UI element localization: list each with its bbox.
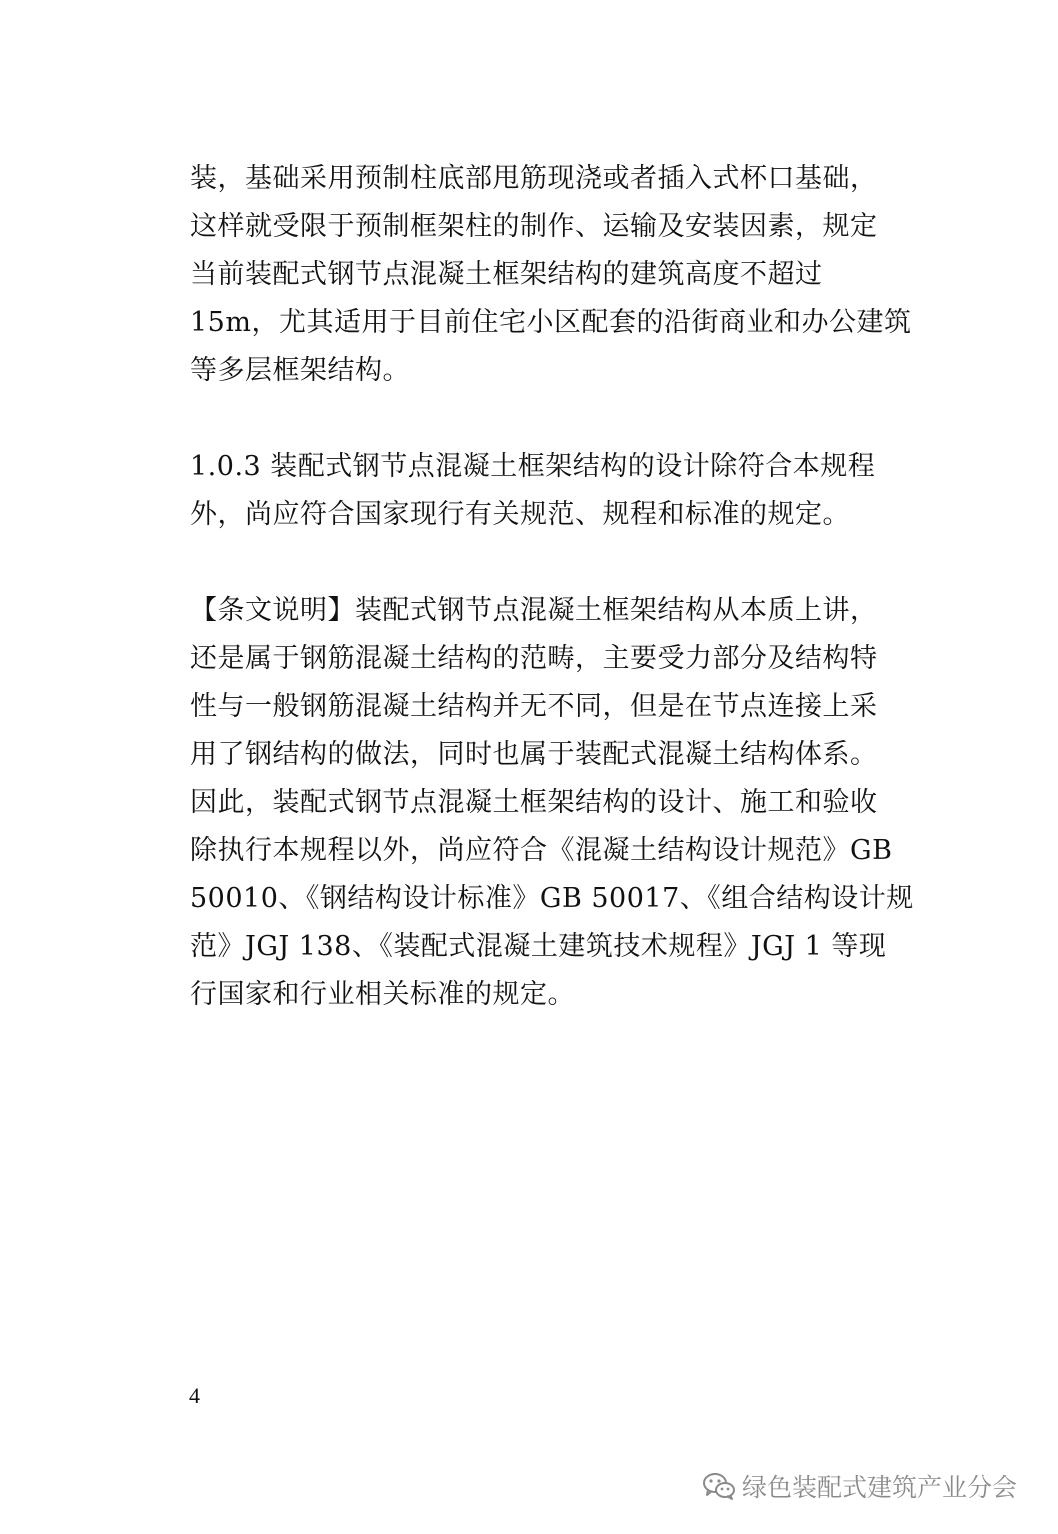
text-line: 15m，尤其适用于目前住宅小区配套的沿街商业和办公建筑 [190,307,912,338]
watermark-text: 绿色装配式建筑产业分会 [742,1473,1018,1502]
text-line: 因此，装配式钢节点混凝土框架结构的设计、施工和验收 [190,787,878,818]
text-line: 用了钢结构的做法，同时也属于装配式混凝土结构体系。 [190,739,878,770]
page-number: 4 [189,1383,200,1408]
clause-explanation-line: 【条文说明】装配式钢节点混凝土框架结构从本质上讲， [190,595,878,626]
watermark [702,1468,1017,1504]
text-line: 这样就受限于预制框架柱的制作、运输及安装因素，规定 [190,211,878,242]
text-line: 还是属于钢筋混凝土结构的范畴，主要受力部分及结构特 [190,643,878,674]
text-line: 当前装配式钢节点混凝土框架结构的建筑高度不超过 [190,259,823,290]
text-line: 性与一般钢筋混凝土结构并无不同，但是在节点连接上采 [190,691,878,722]
clause-heading-line: 1.0.3 装配式钢节点混凝土框架结构的设计除符合本规程 [190,451,876,482]
text-line: 范》JGJ 138、《装配式混凝土建筑技术规程》JGJ 1 等现 [190,931,887,962]
text-line: 外，尚应符合国家现行有关规范、规程和标准的规定。 [190,499,850,530]
text-line: 50010、《钢结构设计标准》GB 50017、《组合结构设计规 [190,883,914,914]
wechat-icon [702,1471,736,1501]
text-line: 除执行本规程以外，尚应符合《混凝土结构设计规范》GB [190,835,893,866]
text-line: 行国家和行业相关标准的规定。 [190,979,575,1010]
text-line: 等多层框架结构。 [190,355,410,386]
text-line: 装，基础采用预制柱底部甩筋现浇或者插入式杯口基础， [190,163,878,194]
